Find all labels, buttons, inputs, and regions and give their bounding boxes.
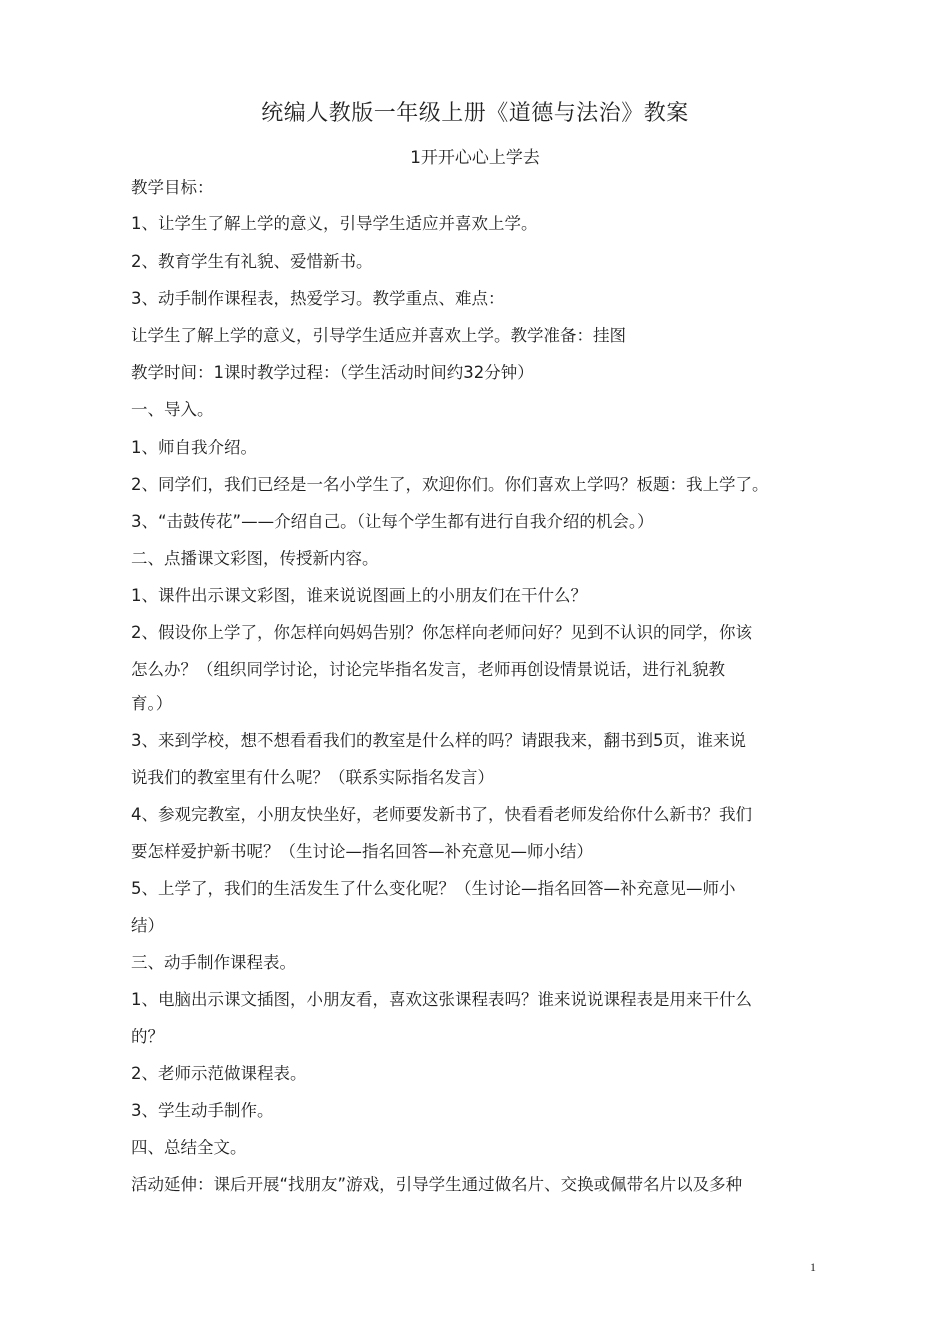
section-heading: 二、点播课文彩图，传授新内容。 bbox=[131, 549, 379, 568]
section-heading: 一、导入。 bbox=[131, 400, 214, 419]
text-line: 3、来到学校，想不想看看我们的教室是什么样的吗？请跟我来，翻书到5页，谁来说 bbox=[131, 731, 746, 750]
text-line: 1、电脑出示课文插图，小朋友看，喜欢这张课程表吗？谁来说说课程表是用来干什么 bbox=[131, 990, 752, 1009]
text-line: 怎么办？（组织同学讨论，讨论完毕指名发言，老师再创设情景说话，进行礼貌教 bbox=[131, 660, 725, 679]
text-line: 2、同学们，我们已经是一名小学生了，欢迎你们。你们喜欢上学吗？板题：我上学了。 bbox=[131, 475, 769, 494]
text-line: 1、师自我介绍。 bbox=[131, 438, 257, 457]
text-line: 4、参观完教室，小朋友快坐好，老师要发新书了，快看看老师发给你什么新书？我们 bbox=[131, 805, 752, 824]
text-line: 让学生了解上学的意义，引导学生适应并喜欢上学。教学准备：挂图 bbox=[131, 326, 626, 345]
text-line: 教学时间：1课时教学过程：（学生活动时间约32分钟） bbox=[131, 363, 534, 382]
text-line: 活动延伸：课后开展“找朋友”游戏，引导学生通过做名片、交换或佩带名片以及多种 bbox=[131, 1175, 743, 1194]
page-number: 1 bbox=[810, 1260, 816, 1274]
lesson-title: 1开开心心上学去 bbox=[410, 148, 540, 168]
text-line: 5、上学了，我们的生活发生了什么变化呢？（生讨论—指名回答—补充意见—师小 bbox=[131, 879, 736, 898]
body-text bbox=[131, 177, 831, 1196]
text-line: 1、让学生了解上学的意义，引导学生适应并喜欢上学。 bbox=[131, 214, 538, 233]
text-line: 要怎样爱护新书呢？（生讨论—指名回答—补充意见—师小结） bbox=[131, 842, 593, 861]
text-line: 育。） bbox=[131, 694, 173, 713]
text-line: 3、学生动手制作。 bbox=[131, 1101, 274, 1120]
text-line: 说我们的教室里有什么呢？（联系实际指名发言） bbox=[131, 768, 494, 787]
section-heading: 四、总结全文。 bbox=[131, 1138, 247, 1157]
text-line: 结） bbox=[131, 916, 164, 935]
text-line: 3、动手制作课程表，热爱学习。教学重点、难点： bbox=[131, 289, 505, 308]
page-title: 统编人教版一年级上册《道德与法治》教案 bbox=[261, 101, 689, 126]
text-line: 2、假设你上学了，你怎样向妈妈告别？你怎样向老师问好？见到不认识的同学，你该 bbox=[131, 623, 752, 642]
section-heading: 三、动手制作课程表。 bbox=[131, 953, 296, 972]
text-line: 1、课件出示课文彩图，谁来说说图画上的小朋友们在干什么？ bbox=[131, 586, 587, 605]
text-line: 2、老师示范做课程表。 bbox=[131, 1064, 307, 1083]
text-line: 的？ bbox=[131, 1027, 164, 1046]
text-line: 3、“击鼓传花”——介绍自己。（让每个学生都有进行自我介绍的机会。） bbox=[131, 512, 654, 531]
text-line: 2、教育学生有礼貌、爱惜新书。 bbox=[131, 252, 373, 271]
text-line: 教学目标： bbox=[131, 178, 214, 197]
